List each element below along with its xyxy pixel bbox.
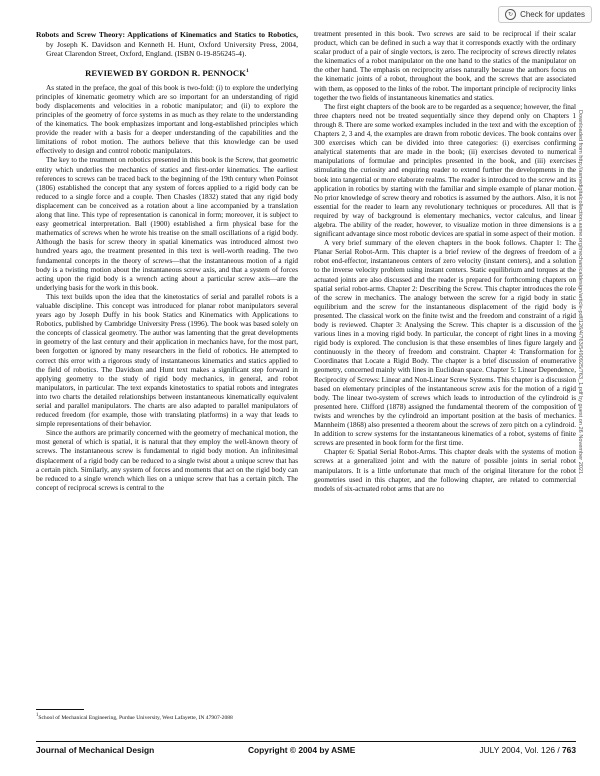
body-paragraph: Since the authors are primarily concerned with the geometry of mechanical motion, the most general of which is spatial, it is natural that they employ the well-known theory of screws. The instantaneous screw is fundamental to rigid body motion. An infinitesimal displacement of a rigid body can be reduced to a single twist about a unique screw that has a certain pitch. Similarly, any system of forces and moments that act on the rigid body can be reduced to a single wrench which lies on a unique screw that has a certain pitch. The concept of reciprocal screws is central to the [36,429,298,492]
footnote-divider [36,709,84,710]
footnote-text: School of Mechanical Engineering, Purdue University, West Lafayette, IN 47907-2088 [38,714,233,721]
body-paragraph: Chapter 6: Spatial Serial Robot-Arms. This chapter deals with the systems of motion screws at a generalized joint and with the nature of possible joints in serial robot manipulators. It is a little unfortunate that much of the original literature for the robot geometries used in this chapter, and the following chapter, are related to commercial models of six-actuated robot arms that are no [314,448,576,493]
reviewer-footnote-mark: 1 [246,67,249,74]
refresh-icon: ↻ [505,9,516,20]
book-title: Robots and Screw Theory: Applications of Kinematics and Statics to Robotics, [36,30,298,39]
check-for-updates-label: Check for updates [520,10,585,19]
body-paragraph: The first eight chapters of the book are to be regarded as a sequence; however, the final three chapters need not be treated sequentially since they depend only on Chapters 1 through 8. There are some worked examples included in the text and with the exception of Chapters 2, 3 and 4, the examples are drawn from robotic devices. The book contains over 300 exercises which can be divided into three categories: (i) exercises confirming analytical statements that are made in the book; (ii) exercises devoted to numerical manipulations of formulae and principles presented in the book, and (iii) exercises stimulating the curiosity and enquiring reader to extend further the developments in the book into tangential or more elaborate realms. The reader is introduced to the screw and its application in robotics by starting with the familiar and simple example of planar motion. No prior knowledge of screw theory and robotics is assumed by the authors. Also, it is not essential for the reader to learn any revolutionary techniques or procedures. All that is required by way of background is elementary mechanics, vector calculus, and linear algebra. The ability of the reader, however, to visualize motion in three dimensions is a significant advantage since most robotic devices are spatial in some aspect of their motion. [314,102,576,239]
body-paragraph: A very brief summary of the eleven chapters in the book follows. Chapter 1: The Planar Serial Robot-Arm. This chapter is a brief review of the degrees of freedom of a robot end-effector, instantaneous centers of zero velocity (instant centers), and a solution to the inverse velocity problem using instant centers. Static equilibrium and torques at the actuated joints are also discussed and the reader is prepared for forthcoming chapters on spatial serial robot-arms. Chapter 2: Describing the Screw. This chapter introduces the role of the screw in mechanics. The analogy between the screw for a rigid body in static equilibrium and the screw for the instantaneous displacement of the rigid body is presented. The classical work on the finite twist and the freedom and constraint of a rigid body is reviewed. Chapter 3: Analysing the Screw. This chapter is a discussion of the various lines in a moving rigid body. In particular, the concept of right lines in a moving rigid body is explored. The conclusion is that these ensembles of lines figure largely and continuously in the theory of freedom and constraint. Chapter 4: Transformation for Coordinates that Locate a Rigid Body. The chapter is a brief discussion of enumerative geometry, concerned mainly with lines in Euclidean space. Chapter 5: Linear Dependence, Reciprocity of Screws: Linear and Non-Linear Screw Systems. This chapter is a discussion based on elementary principles of the instantaneous screw axis for the motion of a rigid body. The linear two-system of screws which leads to introduction of the cylindroid is presented here. Clifford (1878) assigned the fundamental theorem of the composition of twists and wrenches by the cylindroid an important position at the basis of mechanics. Mannheim (1868) also presented a theorem about the screws of zero pitch on a cylindroid. In addition to screw systems for the instantaneous kinematics of a robot, systems of finite screws are presented in book form for the first time. [314,239,576,448]
right-column [314,30,576,494]
issue-info: JULY 2004, Vol. 126 / [479,745,563,755]
footer-divider [36,741,576,742]
copyright-notice: Copyright © 2004 by ASME [248,745,356,755]
download-watermark: Downloaded from http://asmedigitalcollection.asme.org/mechanicaldesign/article-pdf/126/4/763/5490925/763_1.pdf by guest on 26 November 2021 [577,110,583,475]
body-paragraph: The key to the treatment on robotics presented in this book is the Screw, that geometric entity which underlies the mechanics of statics and first-order kinematics. The earliest references to screws can be traced back to the beginning of the 19th century when Poinsot (1806) established the concept that any system of forces applied to a rigid body can be reduced to a single force and a couple. Then Chasles (1832) stated that any rigid body displacement can be conceived as a rotation about a line accompanied by a translation along that line. This type of representation is canonical in form; moreover, it is subject to easy geometrical interpretation. Ball (1900) established a firm physical base for the mathematics of screws when he wrote his treatise on the small oscillations of a rigid body. Although the basis for screw theory in spatial kinematics was introduced almost two hundred years ago, the treatment presented in this text is well-worth reading. The two fundamental concepts in the theory of screws—that the instantaneous motion of a rigid body is a twisting motion about the instantaneous screw axis, and that a system of forces acting upon the rigid body is a wrench acting about a particular screw axis—are the underlying basis for the work in this book. [36,156,298,292]
book-citation [36,30,298,59]
body-paragraph: This text builds upon the idea that the kinetostatics of serial and parallel robots is a valuable discipline. This concept was introduced for planar robot manipulators several years ago by Joseph Duffy in his book Statics and Kinematics with Applications to Robotics, published by Cambridge University Press (1996). The book was based solely on the concepts of classical geometry. The author was lamenting that the great developments in geometry of the last century and their application in mechanics have, for the most part, been forgotten or ignored by many researchers in the field of robotics. He attempted to correct this error with a rigorous study of instantaneous kinematics and statics applied to the field of robotics. The Davidson and Hunt text makes a significant step forward in applying geometry to the study of rigid body mechanics, in general, and robot manipulators, in particular. The text expands kinetostatics to spatial robots and integrates into two charts the detailed relationships between instantaneous kinematically equivalent serial and parallel manipulators. The charts are also adapted to parallel manipulators of reduced freedom (for example, those with translating platforms) in a way that leads to simple representations of their behavior. [36,292,298,429]
page-number: 763 [562,745,576,755]
journal-name: Journal of Mechanical Design [36,745,155,755]
book-publication-details: by Joseph K. Davidson and Kenneth H. Hunt, Oxford University Press, 2004, Great Clarendon Street, Oxford, England. (ISBN 0-19-856245-4). [46,39,298,59]
issue-and-page [479,745,576,755]
body-paragraph: treatment presented in this book. Two screws are said to be reciprocal if their scalar product, which can be defined in such a way that it corresponds exactly with the ordinary scalar product of a pair of single vectors, is zero. The reciprocity of screws directly relates the kinematics of a robot manipulator on the one hand to the statics of the manipulator on the other hand. The emphasis on reciprocity arises naturally because the authors focus on the kinematic joints of a robot, throughout the book, and the screws that are associated with them, as opposed to the links of the robot. The important principle of reciprocity links together the two fields of instantaneous kinematics and statics. [314,30,576,102]
reviewer-name: REVIEWED BY GORDON R. PENNOCK [85,67,246,78]
left-column [36,30,298,493]
reviewer-heading [36,67,298,78]
check-for-updates-badge[interactable] [498,6,592,23]
footnote-mark: 1 [36,713,39,718]
body-paragraph: As stated in the preface, the goal of this book is two-fold: (i) to explore the underlying principles of kinematic geometry which are so important for an understanding of rigid body displacements and velocities in a robotic manipulator; and (ii) to explore the principles of the geometry of force systems in as much as they relate to the understanding of the kinematics. The book emphasizes important and long-established principles which provide the reader with a basis for a deeper understanding of the capabilities and the limitations of robot motion. The authors believe that this knowledge can be used effectively to design and control robotic manipulators. [36,83,298,156]
footnote [36,712,298,722]
